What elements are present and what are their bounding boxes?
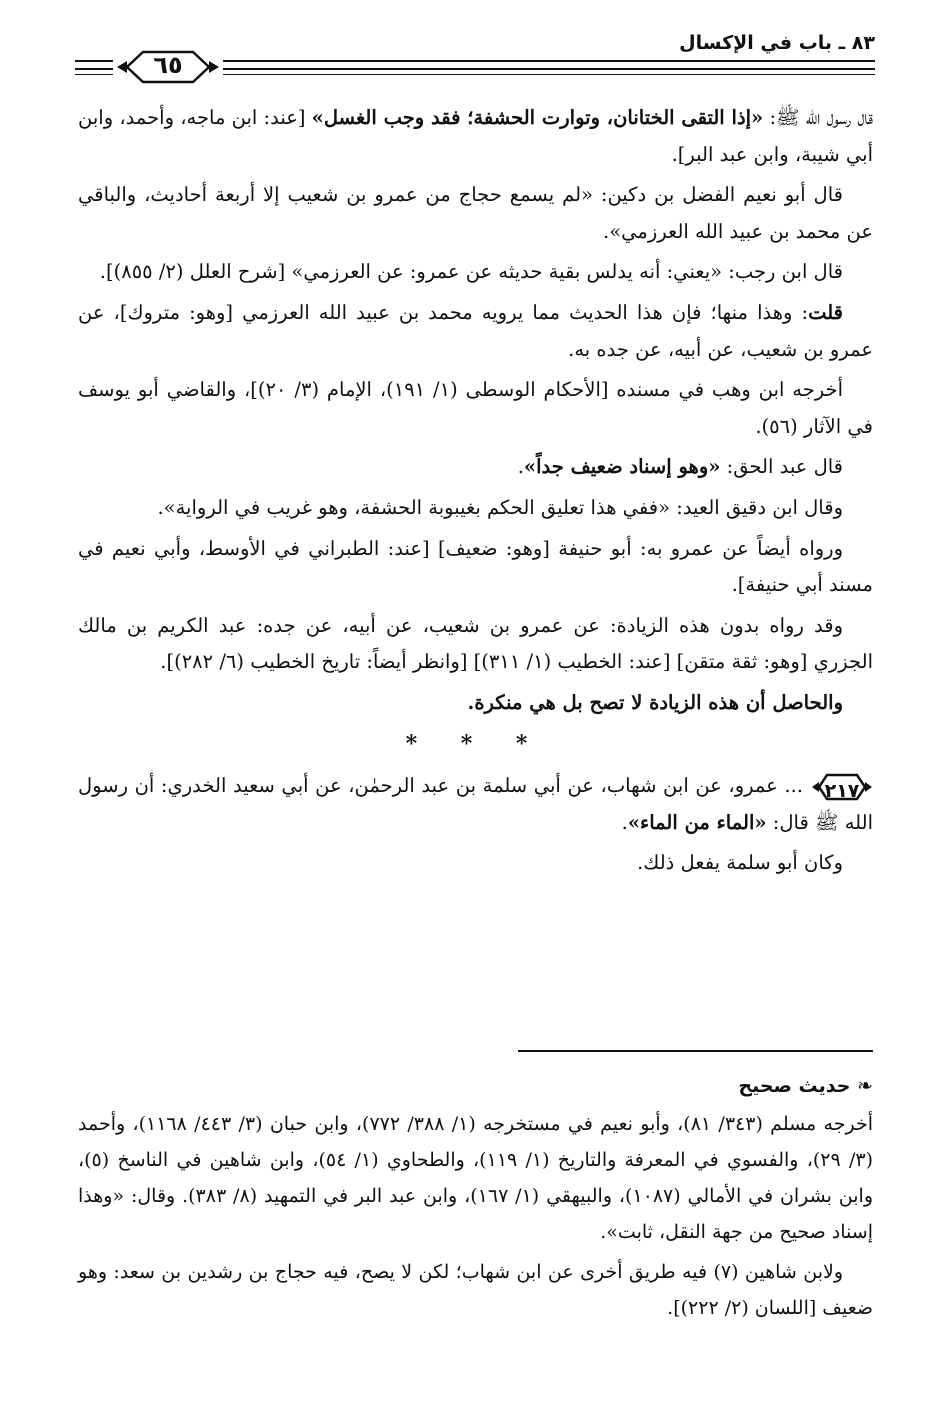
footnote-paragraph: أخرجه مسلم (٣٤٣/ ٨١)، وأبو نعيم في مستخرجه (١/ ٣٨٨/ ٧٧٢)، وابن حبان (٣/ ٤٤٣/ ١١٦٨)، وأحمد (٣/ ٢٩)، والفسوي في المعرفة والتاريخ (١/ ١١٩)، والطحاوي (١/ ٥٤)، وابن شاهين في الناسخ (٥)، وابن بشران في الأمالي (١٠٨٧)، والبيهقي (١/ ١٦٧)، وابن عبد البر في التمهيد (٨/ ٣٨٣). وقال: «وهذا إسناد صحيح من جهة النقل، ثابت». [78, 1113, 874, 1243]
conclusion [78, 685, 873, 722]
paragraph [78, 449, 873, 486]
chapter-title: ٨٣ ـ باب في الإكسال [665, 32, 875, 54]
footnote-grade-heading [78, 1068, 873, 1104]
paragraph: وكان أبو سلمة يفعل ذلك. [637, 851, 843, 875]
footnote-section [78, 1068, 873, 1330]
grade-label: حديث صحيح [738, 1075, 851, 1097]
page-number: ٦٥ [153, 51, 183, 79]
paragraph [78, 295, 873, 368]
page-number-ornament [113, 48, 223, 86]
text-run: قال عبد الحق: [720, 455, 843, 479]
hadith-paragraph [78, 768, 873, 841]
section-separator: * * * [405, 730, 546, 757]
text-run: : وهذا منها؛ فإن هذا الحديث مما يرويه محمد بن عبيد الله العرزمي [وهو: متروك]، عن عمرو بن شعيب، عن أبيه، عن جده به. [78, 300, 873, 361]
paragraph: وقال ابن دقيق العيد: «ففي هذا تعليق الحكم بغيبوبة الحشفة، وهو غريب في الرواية». [157, 495, 843, 519]
text-run: ... عمرو، عن ابن شهاب، عن أبي سلمة بن عبد الرحمٰن، عن أبي سعيد الخدري: أن رسول الله ﷺ قال: [78, 774, 873, 834]
paragraph: قال أبو نعيم الفضل بن دكين: «لم يسمع حجاج من عمرو بن شعيب إلا أربعة أحاديث، والباقي عن محمد بن عبيد الله العرزمي». [78, 183, 873, 243]
page-header [75, 30, 875, 80]
hadith-quote: «إذا التقى الختانان، وتوارت الحشفة؛ فقد وجب الغسل» [311, 106, 764, 129]
hadith-quote: «الماء من الماء» [627, 810, 767, 834]
paragraph: ورواه أيضاً عن عمرو به: أبو حنيفة [وهو: ضعيف] [عند: الطبراني في الأوسط، وأبي نعيم في مسند أبي حنيفة]. [78, 536, 873, 597]
hadith-number-badge [811, 772, 873, 802]
bold-conclusion: والحاصل أن هذه الزيادة لا تصح بل هي منكرة. [467, 690, 843, 714]
paragraph: أخرجه ابن وهب في مسنده [الأحكام الوسطى (١/ ١٩١)، الإمام (٣/ ٢٠)]، والقاضي أبو يوسف في الآثار (٥٦). [78, 378, 873, 438]
footnote-paragraph: ولابن شاهين (٧) فيه طريق أخرى عن ابن شهاب؛ لكن لا يصح، فيه حجاج بن رشدين بن سعد: وهو ضعيف [اللسان (٢/ ٢٢٢)]. [78, 1261, 873, 1319]
text-run: [عند: ابن ماجه، وأحمد، وابن أبي شيبة، وابن عبد البر]. [78, 106, 873, 166]
scroll-icon: ❧ [850, 1075, 873, 1097]
text-run: . [621, 810, 628, 834]
main-text [78, 100, 873, 886]
hadith-number: ٢١٧ [824, 779, 860, 802]
paragraph [78, 100, 873, 173]
qultu-label: قلت [808, 300, 843, 324]
footnote-divider [518, 1050, 873, 1052]
paragraph: قال ابن رجب: «يعني: أنه يدلس بقية حديثه عن عمرو: عن العرزمي» [شرح العلل (٢/ ٨٥٥)]. [99, 260, 843, 284]
bold-quote: «وهو إسناد ضعيف جداً» [523, 455, 721, 479]
text-run: . [517, 455, 524, 479]
text-run: قال رسول الله ﷺ: [763, 106, 873, 129]
paragraph: وقد رواه بدون هذه الزيادة: عن عمرو بن شعيب، عن أبيه، عن جده: عبد الكريم بن مالك الجزري [وهو: ثقة متقن] [عند: الخطيب (١/ ٣١١)] [وانظر أيضاً: تاريخ الخطيب (٦/ ٢٨٢)]. [78, 613, 873, 674]
